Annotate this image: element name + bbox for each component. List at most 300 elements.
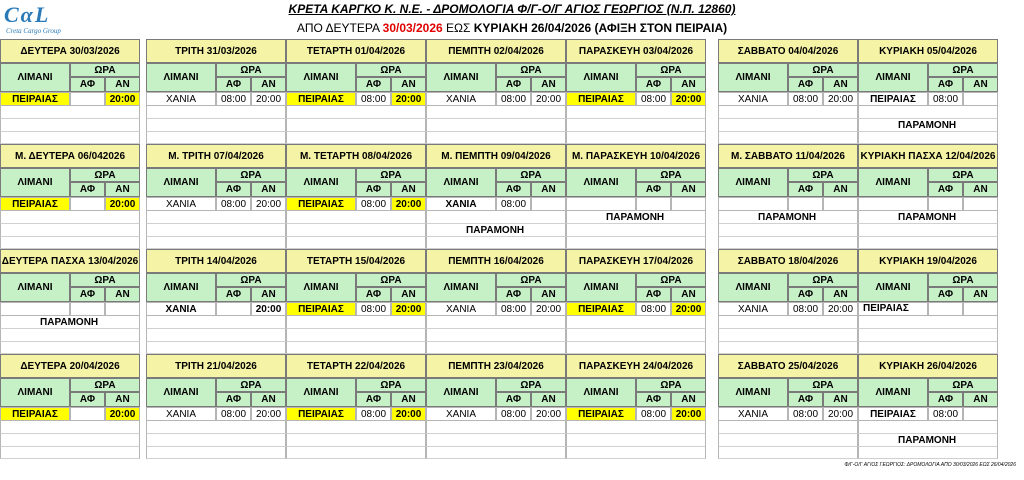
arrival-time-cell — [531, 197, 566, 211]
time-column-header: ΩΡΑ — [356, 63, 426, 77]
subtitle-end: ΚΥΡΙΑΚΗ 26/04/2026 (ΑΦΙΞΗ ΣΤΟΝ ΠΕΙΡΑΙΑ) — [473, 21, 728, 35]
empty-row — [286, 316, 426, 329]
arrival-time-cell: 20:00 — [531, 302, 566, 316]
time-column-header: ΩΡΑ — [496, 168, 566, 182]
day-header: ΚΥΡΙΑΚΗ ΠΑΣΧΑ 12/04/2026 — [858, 144, 998, 168]
week-block — [0, 39, 1024, 144]
day-header: ΔΕΥΤΕΡΑ ΠΑΣΧΑ 13/04/2026 — [0, 249, 140, 273]
day-column — [718, 144, 858, 249]
departure-time-cell: 08:00 — [356, 302, 391, 316]
day-header: Μ. ΠΕΜΠΤΗ 09/04/2026 — [426, 144, 566, 168]
empty-row — [718, 119, 858, 132]
day-column — [286, 249, 426, 354]
departure-column-header: ΑΦ — [788, 287, 823, 302]
departure-column-header: ΑΦ — [788, 77, 823, 92]
day-header: ΚΥΡΙΑΚΗ 05/04/2026 — [858, 39, 998, 63]
arrival-column-header: ΑΝ — [105, 392, 140, 407]
empty-row — [858, 132, 998, 144]
empty-row — [146, 237, 286, 249]
empty-row — [146, 211, 286, 224]
time-column-header: ΩΡΑ — [356, 168, 426, 182]
port-column-header: ΛΙΜΑΝΙ — [858, 378, 928, 407]
port-cell: ΧΑΝΙΑ — [146, 302, 216, 316]
empty-row — [566, 224, 706, 237]
empty-row — [286, 106, 426, 119]
port-cell: ΧΑΝΙΑ — [426, 197, 496, 211]
empty-row — [718, 421, 858, 434]
departure-time-cell — [636, 197, 671, 211]
arrival-time-cell: 20:00 — [391, 302, 426, 316]
empty-row — [718, 237, 858, 249]
port-column-header: ΛΙΜΑΝΙ — [0, 168, 70, 197]
departure-column-header: ΑΦ — [70, 287, 105, 302]
port-cell: ΠΕΙΡΑΙΑΣ — [0, 407, 70, 421]
arrival-column-header: ΑΝ — [671, 77, 706, 92]
day-header: ΤΡΙΤΗ 31/03/2026 — [146, 39, 286, 63]
departure-time-cell: 08:00 — [636, 92, 671, 106]
departure-column-header: ΑΦ — [356, 392, 391, 407]
day-header: ΚΥΡΙΑΚΗ 19/04/2026 — [858, 249, 998, 273]
empty-row — [146, 224, 286, 237]
arrival-column-header: ΑΝ — [963, 77, 998, 92]
time-column-header: ΩΡΑ — [70, 168, 140, 182]
departure-column-header: ΑΦ — [496, 392, 531, 407]
day-header: ΣΑΒΒΑΤΟ 04/04/2026 — [718, 39, 858, 63]
layover-note: ΠΑΡΑΜΟΝΗ — [606, 212, 665, 223]
arrival-column-header: ΑΝ — [531, 392, 566, 407]
logo-mark: CαL — [4, 2, 51, 27]
empty-row — [566, 447, 706, 459]
week-block — [0, 354, 1024, 459]
departure-time-cell — [70, 197, 105, 211]
time-column-header: ΩΡΑ — [496, 378, 566, 392]
port-column-header: ΛΙΜΑΝΙ — [0, 63, 70, 92]
port-cell — [566, 197, 636, 211]
subtitle-to: ΕΩΣ — [442, 21, 474, 35]
day-header: ΤΕΤΑΡΤΗ 22/04/2026 — [286, 354, 426, 378]
port-column-header: ΛΙΜΑΝΙ — [566, 168, 636, 197]
day-column — [426, 249, 566, 354]
time-column-header: ΩΡΑ — [636, 273, 706, 287]
port-cell: ΧΑΝΙΑ — [718, 407, 788, 421]
port-column-header: ΛΙΜΑΝΙ — [0, 378, 70, 407]
empty-row — [566, 421, 706, 434]
arrival-column-header: ΑΝ — [251, 77, 286, 92]
arrival-column-header: ΑΝ — [391, 287, 426, 302]
arrival-column-header: ΑΝ — [391, 182, 426, 197]
arrival-time-cell: 20:00 — [671, 92, 706, 106]
layover-note: ΠΕΙΡΑΙΑΣ — [863, 303, 909, 314]
port-column-header: ΛΙΜΑΝΙ — [718, 378, 788, 407]
departure-time-cell: 08:00 — [788, 407, 823, 421]
port-column-header: ΛΙΜΑΝΙ — [426, 168, 496, 197]
empty-row — [146, 132, 286, 144]
departure-time-cell: 08:00 — [788, 302, 823, 316]
departure-column-header: ΑΦ — [636, 182, 671, 197]
empty-row — [426, 211, 566, 224]
port-cell: ΠΕΙΡΑΙΑΣ — [286, 302, 356, 316]
day-header: ΠΑΡΑΣΚΕΥΗ 24/04/2026 — [566, 354, 706, 378]
port-cell: ΠΕΙΡΑΙΑΣ — [566, 92, 636, 106]
departure-column-header: ΑΦ — [70, 182, 105, 197]
time-column-header: ΩΡΑ — [636, 63, 706, 77]
empty-row — [566, 329, 706, 342]
empty-row — [0, 434, 140, 447]
empty-row — [566, 132, 706, 144]
arrival-time-cell — [963, 407, 998, 421]
departure-column-header: ΑΦ — [216, 392, 251, 407]
day-column — [146, 354, 286, 459]
departure-time-cell: 08:00 — [788, 92, 823, 106]
empty-row — [286, 237, 426, 249]
empty-row — [0, 447, 140, 459]
departure-column-header: ΑΦ — [636, 392, 671, 407]
arrival-time-cell — [963, 302, 998, 316]
port-column-header: ΛΙΜΑΝΙ — [718, 273, 788, 302]
day-column — [286, 354, 426, 459]
page-subtitle — [0, 21, 1024, 35]
day-column — [146, 39, 286, 144]
time-column-header: ΩΡΑ — [70, 63, 140, 77]
time-column-header: ΩΡΑ — [356, 378, 426, 392]
empty-row — [0, 211, 140, 224]
port-column-header: ΛΙΜΑΝΙ — [426, 273, 496, 302]
departure-time-cell: 08:00 — [356, 407, 391, 421]
empty-row — [426, 119, 566, 132]
schedule-grid — [0, 39, 1024, 459]
arrival-time-cell: 20:00 — [251, 407, 286, 421]
departure-time-cell — [70, 302, 105, 316]
empty-row — [286, 329, 426, 342]
departure-column-header: ΑΦ — [636, 77, 671, 92]
departure-time-cell — [216, 302, 251, 316]
day-column — [566, 144, 706, 249]
departure-column-header: ΑΦ — [70, 77, 105, 92]
day-header: ΣΑΒΒΑΤΟ 18/04/2026 — [718, 249, 858, 273]
empty-row — [0, 342, 140, 354]
arrival-column-header: ΑΝ — [823, 392, 858, 407]
empty-row — [718, 447, 858, 459]
empty-row — [146, 421, 286, 434]
empty-row — [718, 434, 858, 447]
arrival-time-cell: 20:00 — [531, 92, 566, 106]
empty-row — [0, 421, 140, 434]
empty-row — [146, 316, 286, 329]
empty-row — [566, 342, 706, 354]
empty-row — [566, 106, 706, 119]
departure-time-cell: 08:00 — [216, 92, 251, 106]
arrival-column-header: ΑΝ — [823, 77, 858, 92]
logo-caption: Creta Cargo Group — [6, 27, 61, 35]
arrival-column-header: ΑΝ — [251, 287, 286, 302]
arrival-time-cell: 20:00 — [823, 407, 858, 421]
empty-row — [146, 119, 286, 132]
empty-row — [858, 342, 998, 354]
port-column-header: ΛΙΜΑΝΙ — [858, 273, 928, 302]
empty-row — [858, 106, 998, 119]
departure-time-cell — [70, 407, 105, 421]
empty-row — [426, 434, 566, 447]
page-header — [0, 0, 1024, 38]
day-header: Μ. ΤΡΙΤΗ 07/04/2026 — [146, 144, 286, 168]
arrival-time-cell: 20:00 — [391, 407, 426, 421]
port-cell: ΠΕΙΡΑΙΑΣ — [566, 407, 636, 421]
departure-column-header: ΑΦ — [70, 392, 105, 407]
time-column-header: ΩΡΑ — [928, 273, 998, 287]
day-column — [566, 39, 706, 144]
empty-row — [286, 421, 426, 434]
port-cell: ΧΑΝΙΑ — [426, 302, 496, 316]
port-cell: ΧΑΝΙΑ — [718, 92, 788, 106]
arrival-column-header: ΑΝ — [963, 182, 998, 197]
arrival-time-cell — [105, 302, 140, 316]
empty-row — [718, 342, 858, 354]
departure-column-header: ΑΦ — [216, 287, 251, 302]
day-header: ΚΥΡΙΑΚΗ 26/04/2026 — [858, 354, 998, 378]
time-column-header: ΩΡΑ — [928, 168, 998, 182]
arrival-time-cell: 20:00 — [105, 407, 140, 421]
port-column-header: ΛΙΜΑΝΙ — [146, 378, 216, 407]
empty-row — [426, 329, 566, 342]
departure-column-header: ΑΦ — [216, 77, 251, 92]
arrival-column-header: ΑΝ — [251, 392, 286, 407]
port-column-header: ΛΙΜΑΝΙ — [146, 63, 216, 92]
day-header: ΔΕΥΤΕΡΑ 30/03/2026 — [0, 39, 140, 63]
empty-row — [0, 237, 140, 249]
departure-column-header: ΑΦ — [216, 182, 251, 197]
arrival-column-header: ΑΝ — [963, 287, 998, 302]
day-column — [426, 354, 566, 459]
day-header: ΔΕΥΤΕΡΑ 20/04/2026 — [0, 354, 140, 378]
arrival-time-cell — [963, 197, 998, 211]
empty-row — [146, 342, 286, 354]
arrival-time-cell: 20:00 — [251, 92, 286, 106]
time-column-header: ΩΡΑ — [216, 378, 286, 392]
port-column-header: ΛΙΜΑΝΙ — [718, 168, 788, 197]
port-cell: ΧΑΝΙΑ — [718, 302, 788, 316]
port-column-header: ΛΙΜΑΝΙ — [858, 168, 928, 197]
arrival-time-cell: 20:00 — [391, 92, 426, 106]
empty-row — [426, 342, 566, 354]
time-column-header: ΩΡΑ — [216, 63, 286, 77]
port-column-header: ΛΙΜΑΝΙ — [426, 378, 496, 407]
arrival-time-cell: 20:00 — [671, 407, 706, 421]
day-header: Μ. ΤΕΤΑΡΤΗ 08/04/2026 — [286, 144, 426, 168]
departure-time-cell: 08:00 — [636, 407, 671, 421]
port-cell: ΧΑΝΙΑ — [426, 407, 496, 421]
time-column-header: ΩΡΑ — [70, 378, 140, 392]
subtitle-from: ΑΠΟ ΔΕΥΤΕΡΑ — [296, 21, 383, 35]
arrival-time-cell: 20:00 — [105, 92, 140, 106]
day-column — [0, 354, 140, 459]
layover-note: ΠΑΡΑΜΟΝΗ — [898, 435, 957, 446]
day-header: ΠΑΡΑΣΚΕΥΗ 17/04/2026 — [566, 249, 706, 273]
port-cell — [858, 197, 928, 211]
time-column-header: ΩΡΑ — [636, 378, 706, 392]
port-column-header: ΛΙΜΑΝΙ — [566, 63, 636, 92]
empty-row — [146, 447, 286, 459]
empty-row — [718, 224, 858, 237]
day-column — [146, 249, 286, 354]
day-header: ΤΕΤΑΡΤΗ 01/04/2026 — [286, 39, 426, 63]
day-header: Μ. ΣΑΒΒΑΤΟ 11/04/2026 — [718, 144, 858, 168]
empty-row — [426, 421, 566, 434]
departure-time-cell: 08:00 — [216, 197, 251, 211]
page-title: ΚΡΕΤΑ ΚΑΡΓΚΟ Κ. Ν.Ε. - ΔΡΟΜΟΛΟΓΙΑ Φ/Γ-Ο/Γ ΑΓΙΟΣ ΓΕΩΡΓΙΟΣ (Ν.Π. 12860) — [288, 2, 736, 16]
port-column-header: ΛΙΜΑΝΙ — [858, 63, 928, 92]
arrival-column-header: ΑΝ — [391, 392, 426, 407]
port-column-header: ΛΙΜΑΝΙ — [0, 273, 70, 302]
arrival-column-header: ΑΝ — [105, 77, 140, 92]
day-header: ΠΑΡΑΣΚΕΥΗ 03/04/2026 — [566, 39, 706, 63]
time-column-header: ΩΡΑ — [496, 273, 566, 287]
layover-note: ΠΑΡΑΜΟΝΗ — [40, 317, 99, 328]
departure-time-cell: 08:00 — [356, 92, 391, 106]
arrival-column-header: ΑΝ — [531, 182, 566, 197]
empty-row — [858, 237, 998, 249]
port-column-header: ΛΙΜΑΝΙ — [286, 63, 356, 92]
departure-time-cell: 08:00 — [496, 302, 531, 316]
departure-time-cell: 08:00 — [356, 197, 391, 211]
arrival-time-cell — [963, 92, 998, 106]
empty-row — [718, 106, 858, 119]
time-column-header: ΩΡΑ — [788, 273, 858, 287]
departure-column-header: ΑΦ — [928, 77, 963, 92]
departure-column-header: ΑΦ — [928, 392, 963, 407]
arrival-column-header: ΑΝ — [963, 392, 998, 407]
port-column-header: ΛΙΜΑΝΙ — [286, 168, 356, 197]
empty-row — [426, 132, 566, 144]
departure-column-header: ΑΦ — [356, 77, 391, 92]
departure-time-cell: 08:00 — [928, 407, 963, 421]
arrival-column-header: ΑΝ — [531, 77, 566, 92]
departure-column-header: ΑΦ — [928, 182, 963, 197]
arrival-time-cell: 20:00 — [671, 302, 706, 316]
day-column — [0, 39, 140, 144]
time-column-header: ΩΡΑ — [356, 273, 426, 287]
day-column — [718, 39, 858, 144]
day-header: ΠΕΜΠΤΗ 02/04/2026 — [426, 39, 566, 63]
departure-time-cell: 08:00 — [496, 407, 531, 421]
layover-note: ΠΑΡΑΜΟΝΗ — [898, 120, 957, 131]
empty-row — [858, 421, 998, 434]
departure-column-header: ΑΦ — [928, 287, 963, 302]
departure-column-header: ΑΦ — [496, 182, 531, 197]
departure-column-header: ΑΦ — [636, 287, 671, 302]
empty-row — [426, 447, 566, 459]
departure-time-cell: 08:00 — [496, 92, 531, 106]
departure-time-cell — [70, 92, 105, 106]
empty-row — [0, 106, 140, 119]
day-column — [286, 144, 426, 249]
departure-time-cell: 08:00 — [636, 302, 671, 316]
port-cell: ΠΕΙΡΑΙΑΣ — [566, 302, 636, 316]
day-header: ΣΑΒΒΑΤΟ 25/04/2026 — [718, 354, 858, 378]
empty-row — [286, 342, 426, 354]
departure-column-header: ΑΦ — [496, 77, 531, 92]
day-header: ΤΕΤΑΡΤΗ 15/04/2026 — [286, 249, 426, 273]
arrival-time-cell — [823, 197, 858, 211]
arrival-time-cell: 20:00 — [251, 197, 286, 211]
time-column-header: ΩΡΑ — [636, 168, 706, 182]
port-cell: ΠΕΙΡΑΙΑΣ — [858, 407, 928, 421]
port-cell: ΧΑΝΙΑ — [146, 197, 216, 211]
day-header: ΤΡΙΤΗ 14/04/2026 — [146, 249, 286, 273]
layover-note: ΠΑΡΑΜΟΝΗ — [758, 212, 817, 223]
empty-row — [426, 237, 566, 249]
port-cell: ΧΑΝΙΑ — [146, 92, 216, 106]
empty-row — [0, 329, 140, 342]
day-column — [858, 249, 998, 354]
arrival-time-cell: 20:00 — [823, 92, 858, 106]
arrival-time-cell: 20:00 — [105, 197, 140, 211]
port-cell: ΠΕΙΡΑΙΑΣ — [286, 407, 356, 421]
subtitle-start-date: 30/03/2026 — [382, 21, 443, 35]
arrival-time-cell: 20:00 — [391, 197, 426, 211]
empty-row — [286, 224, 426, 237]
empty-row — [858, 447, 998, 459]
empty-row — [146, 329, 286, 342]
empty-row — [566, 434, 706, 447]
port-cell: ΠΕΙΡΑΙΑΣ — [286, 92, 356, 106]
arrival-column-header: ΑΝ — [671, 392, 706, 407]
empty-row — [426, 316, 566, 329]
day-column — [426, 39, 566, 144]
layover-note: ΠΑΡΑΜΟΝΗ — [466, 225, 525, 236]
empty-row — [286, 447, 426, 459]
departure-time-cell — [928, 302, 963, 316]
empty-row — [0, 224, 140, 237]
day-column — [0, 249, 140, 354]
empty-row — [566, 316, 706, 329]
empty-row — [146, 106, 286, 119]
arrival-column-header: ΑΝ — [105, 182, 140, 197]
arrival-time-cell — [671, 197, 706, 211]
layover-note: ΠΑΡΑΜΟΝΗ — [898, 212, 957, 223]
time-column-header: ΩΡΑ — [788, 378, 858, 392]
departure-column-header: ΑΦ — [788, 392, 823, 407]
port-column-header: ΛΙΜΑΝΙ — [286, 273, 356, 302]
arrival-time-cell: 20:00 — [823, 302, 858, 316]
day-header: ΠΕΜΠΤΗ 16/04/2026 — [426, 249, 566, 273]
time-column-header: ΩΡΑ — [928, 378, 998, 392]
empty-row — [858, 316, 998, 329]
empty-row — [146, 434, 286, 447]
empty-row — [286, 132, 426, 144]
arrival-column-header: ΑΝ — [391, 77, 426, 92]
departure-column-header: ΑΦ — [356, 287, 391, 302]
arrival-column-header: ΑΝ — [531, 287, 566, 302]
departure-time-cell — [928, 197, 963, 211]
empty-row — [566, 237, 706, 249]
port-column-header: ΛΙΜΑΝΙ — [146, 168, 216, 197]
day-column — [718, 354, 858, 459]
empty-row — [0, 132, 140, 144]
empty-row — [858, 329, 998, 342]
port-column-header: ΛΙΜΑΝΙ — [146, 273, 216, 302]
port-column-header: ΛΙΜΑΝΙ — [566, 378, 636, 407]
arrival-column-header: ΑΝ — [823, 182, 858, 197]
arrival-time-cell: 20:00 — [531, 407, 566, 421]
time-column-header: ΩΡΑ — [788, 63, 858, 77]
arrival-column-header: ΑΝ — [671, 182, 706, 197]
footer-note: Φ/Γ-Ο/Γ ΑΓΙΟΣ ΓΕΩΡΓΙΟΣ: ΔΡΟΜΟΛΟΓΙΑ ΑΠΟ 30/03/2026 ΕΩΣ 26/04/2026 — [844, 462, 1016, 468]
arrival-column-header: ΑΝ — [671, 287, 706, 302]
day-header: ΠΕΜΠΤΗ 23/04/2026 — [426, 354, 566, 378]
departure-time-cell — [788, 197, 823, 211]
departure-time-cell: 08:00 — [216, 407, 251, 421]
departure-column-header: ΑΦ — [788, 182, 823, 197]
